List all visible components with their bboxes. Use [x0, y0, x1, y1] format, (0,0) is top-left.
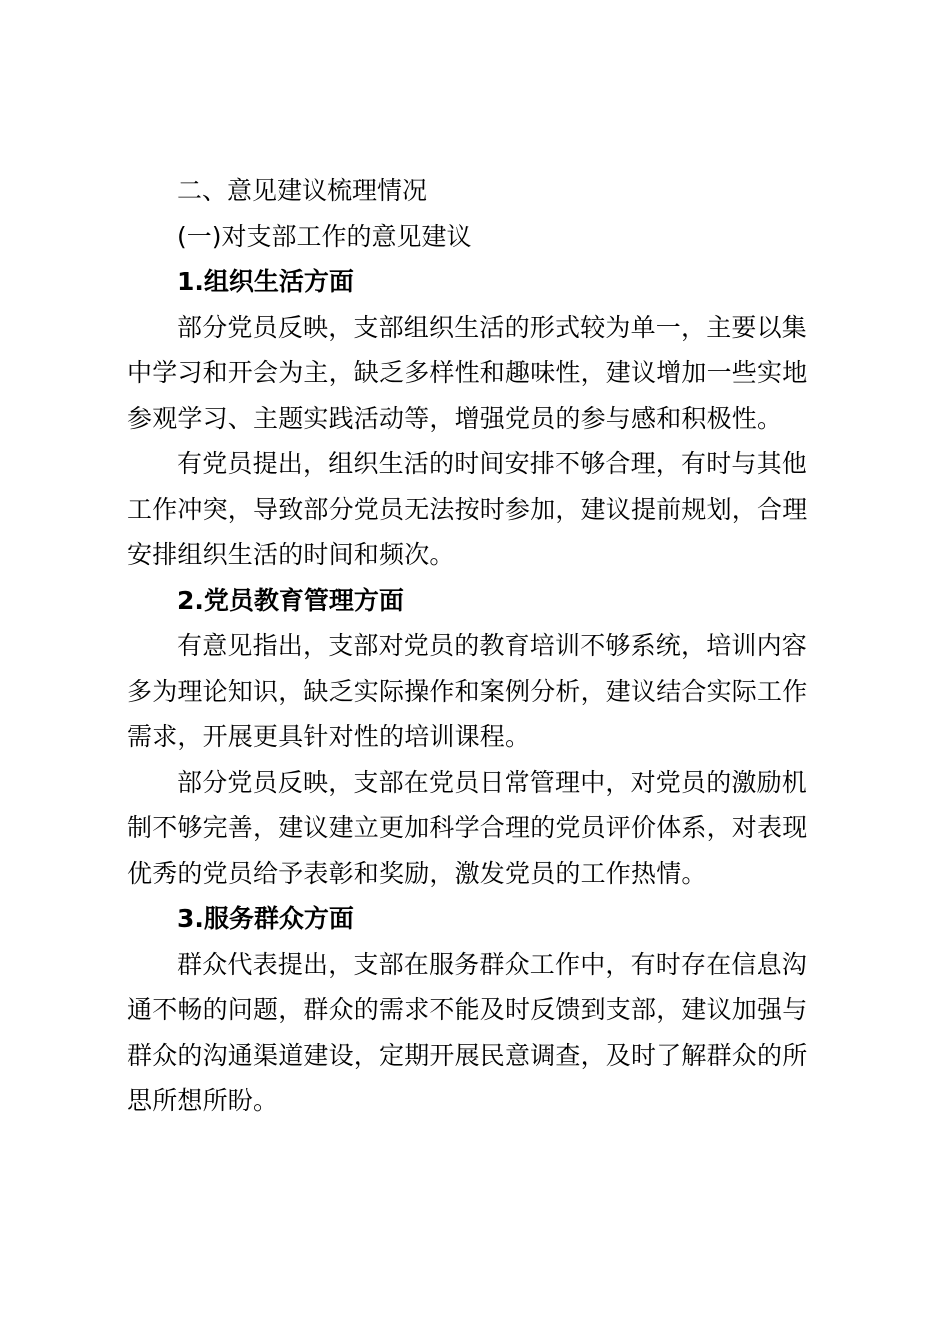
document-page: [127, 168, 827, 1124]
paragraph-line: 优秀的党员给予表彰和奖励，激发党员的工作热情。: [127, 858, 707, 888]
paragraph-line: 思所想所盼。: [127, 1086, 279, 1115]
item-heading: 1.组织生活方面: [177, 267, 354, 296]
paragraph: [127, 441, 827, 578]
paragraph: [127, 305, 827, 442]
subsection-title: (一)对支部工作的意见建议: [177, 221, 472, 251]
paragraph: [127, 942, 827, 1124]
paragraph-line: 多为理论知识，缺乏实际操作和案例分析，建议结合实际工作: [127, 676, 808, 706]
paragraph-line: 有党员提出，组织生活的时间安排不够合理，有时与其他: [177, 449, 808, 478]
section-title: 二、意见建议梳理情况: [177, 176, 428, 205]
paragraph: [127, 760, 827, 897]
paragraph-line: 制不够完善，建议建立更加科学合理的党员评价体系，对表现: [127, 813, 808, 842]
item-heading: 3.服务群众方面: [177, 904, 354, 933]
paragraph-line: 安排组织生活的时间和频次。: [127, 540, 455, 569]
paragraph-line: 群众代表提出，支部在服务群众工作中，有时存在信息沟: [177, 949, 808, 979]
paragraph: [127, 623, 827, 760]
paragraph-line: 部分党员反映，支部组织生活的形式较为单一，主要以集: [177, 312, 808, 342]
paragraph-line: 有意见指出，支部对党员的教育培训不够系统，培训内容: [177, 631, 808, 660]
paragraph-line: 中学习和开会为主，缺乏多样性和趣味性，建议增加一些实地: [127, 358, 808, 387]
item-heading: 2.党员教育管理方面: [177, 585, 404, 615]
paragraph-line: 通不畅的问题，群众的需求不能及时反馈到支部，建议加强与: [127, 995, 808, 1024]
paragraph-line: 部分党员反映，支部在党员日常管理中，对党员的激励机: [177, 767, 808, 797]
paragraph-line: 群众的沟通渠道建设，定期开展民意调查，及时了解群众的所: [127, 1040, 808, 1070]
paragraph-line: 工作冲突，导致部分党员无法按时参加，建议提前规划，合理: [127, 494, 808, 524]
paragraph-line: 参观学习、主题实践活动等，增强党员的参与感和积极性。: [127, 403, 783, 433]
paragraph-line: 需求，开展更具针对性的培训课程。: [127, 722, 531, 751]
